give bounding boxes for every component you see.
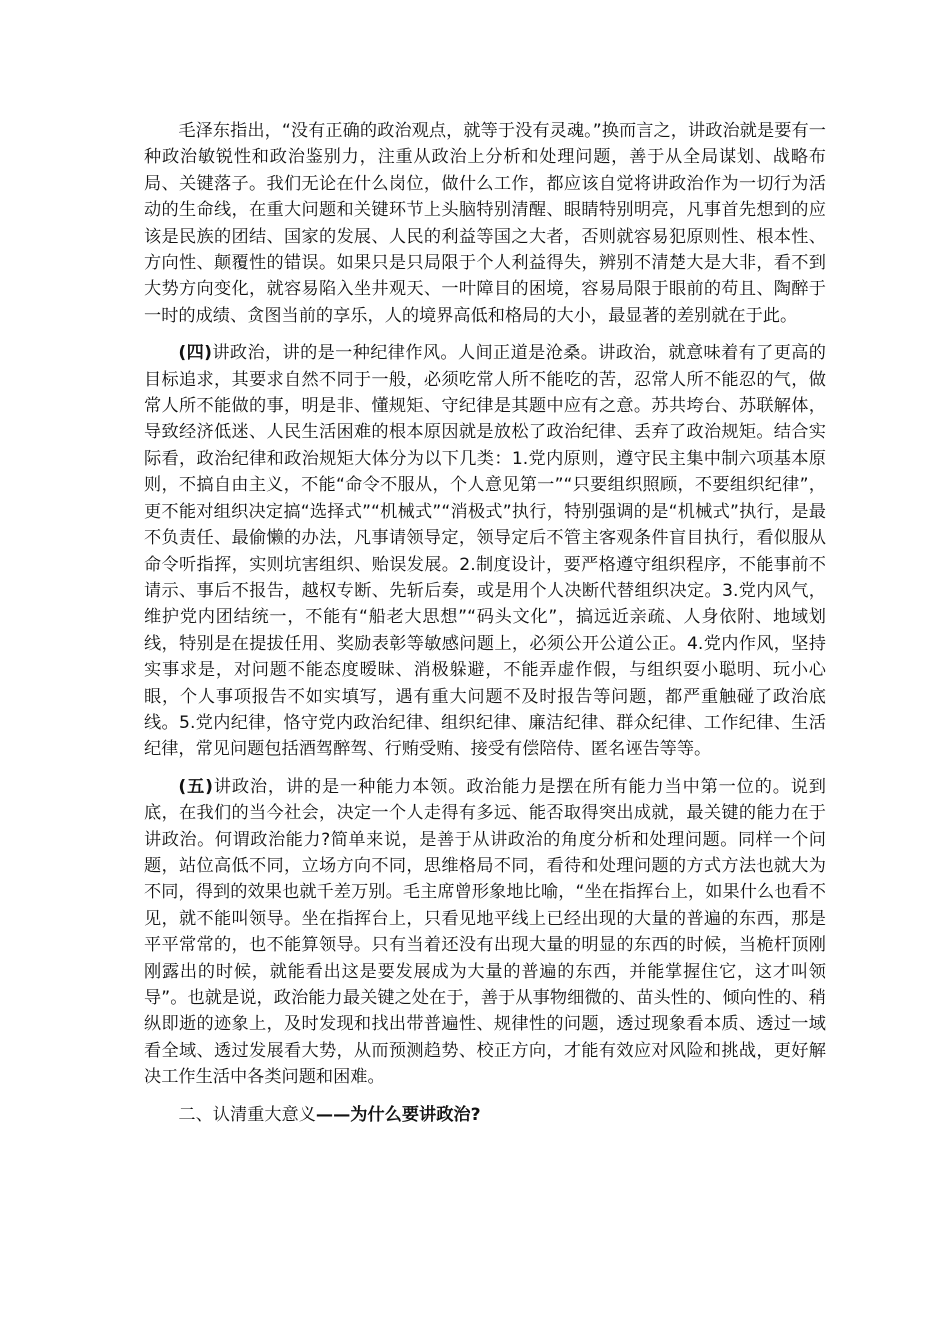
paragraph-text: 毛泽东指出，“没有正确的政治观点，就等于没有灵魂。”换而言之，讲政治就是要有一种政治敏锐性和政治鉴别力，注重从政治上分析和处理问题，善于从全局谋划、战略布局、关键落子。我们无论在什么岗位，做什么工作，都应该自觉将讲政治作为一切行为活动的生命线，在重大问题和关键环节上头脑特别清醒、眼睛特别明亮，凡事首先想到的应该是民族的团结、国家的发展、人民的利益等国之大者，否则就容易犯原则性、根本性、方向性、颠覆性的错误。如果只是只局限于个人利益得失，辨别不清楚大是大非，看不到大势方向变化，就容易陷入坐井观天、一叶障目的困境，容易局限于眼前的苟且、陶醉于一时的成绩、贪图当前的享乐，人的境界高低和格局的大小，最显著的差别就在于此。 bbox=[144, 121, 826, 326]
section-heading-prefix: 二、认清重大意义 bbox=[178, 1104, 316, 1125]
paragraph-3 bbox=[144, 774, 826, 1091]
paragraph-text: 讲政治，讲的是一种能力本领。政治能力是摆在所有能力当中第一位的。说到底，在我们的当今社会，决定一个人走得有多远、能否取得突出成就，最关键的能力在于讲政治。何谓政治能力?简单来说，是善于从讲政治的角度分析和处理问题。同样一个问题，站位高低不同，立场方向不同，思维格局不同，看待和处理问题的方式方法也就大为不同，得到的效果也就千差万别。毛主席曾形象地比喻，“坐在指挥台上，如果什么也看不见，就不能叫领导。坐在指挥台上，只看见地平线上已经出现的大量的普遍的东西，那是平平常常的，也不能算领导。只有当着还没有出现大量的明显的东西的时候，当桅杆顶刚刚露出的时候，就能看出这是要发展成为大量的普遍的东西，并能掌握住它，这才叫领导”。也就是说，政治能力最关键之处在于，善于从事物细微的、苗头性的、倾向性的、稍纵即逝的迹象上，及时发现和找出带普遍性、规律性的问题，透过现象看本质、透过一域看全域、透过发展看大势，从而预测趋势、校正方向，才能有效应对风险和挑战，更好解决工作生活中各类问题和困难。 bbox=[144, 776, 826, 1088]
paragraph-lead: (四) bbox=[178, 343, 212, 364]
paragraph-text: 讲政治，讲的是一种纪律作风。人间正道是沧桑。讲政治，就意味着有了更高的目标追求，其要求自然不同于一般，必须吃常人所不能吃的苦，忍常人所不能忍的气，做常人所不能做的事，明是非、懂规矩、守纪律是其题中应有之意。苏共垮台、苏联解体，导致经济低迷、人民生活困难的根本原因就是放松了政治纪律、丢弃了政治规矩。结合实际看，政治纪律和政治规矩大体分为以下几类：1.党内原则，遵守民主集中制六项基本原则，不搞自由主义，不能“命令不服从，个人意见第一”“只要组织照顾，不要组织纪律”，更不能对组织决定搞“选择式”“机械式”“消极式”执行，特别强调的是“机械式”执行，是最不负责任、最偷懒的办法，凡事请领导定，领导定后不管主客观条件盲目执行，看似服从命令听指挥，实则坑害组织、贻误发展。2.制度设计，要严格遵守组织程序，不能事前不请示、事后不报告，越权专断、先斩后奏，或是用个人决断代替组织决定。3.党内风气，维护党内团结统一，不能有“船老大思想”“码头文化”，搞远近亲疏、人身依附、地域划线，特别是在提拔任用、奖励表彰等敏感问题上，必须公开公道公正。4.党内作风，坚持实事求是，对问题不能态度暧昧、消极躲避，不能弄虚作假，与组织耍小聪明、玩小心眼，个人事项报告不如实填写，遇有重大问题不及时报告等问题，都严重触碰了政治底线。5.党内纪律，恪守党内政治纪律、组织纪律、廉洁纪律、群众纪律、工作纪律、生活纪律，常见问题包括酒驾醉驾、行贿受贿、接受有偿陪侍、匿名诬告等等。 bbox=[144, 343, 826, 760]
paragraph-1 bbox=[144, 118, 826, 329]
section-heading bbox=[144, 1102, 826, 1128]
document-page bbox=[144, 118, 826, 1139]
paragraph-2 bbox=[144, 340, 826, 763]
paragraph-lead: (五) bbox=[178, 776, 213, 797]
section-heading-emphasis: ——为什么要讲政治? bbox=[315, 1104, 481, 1125]
